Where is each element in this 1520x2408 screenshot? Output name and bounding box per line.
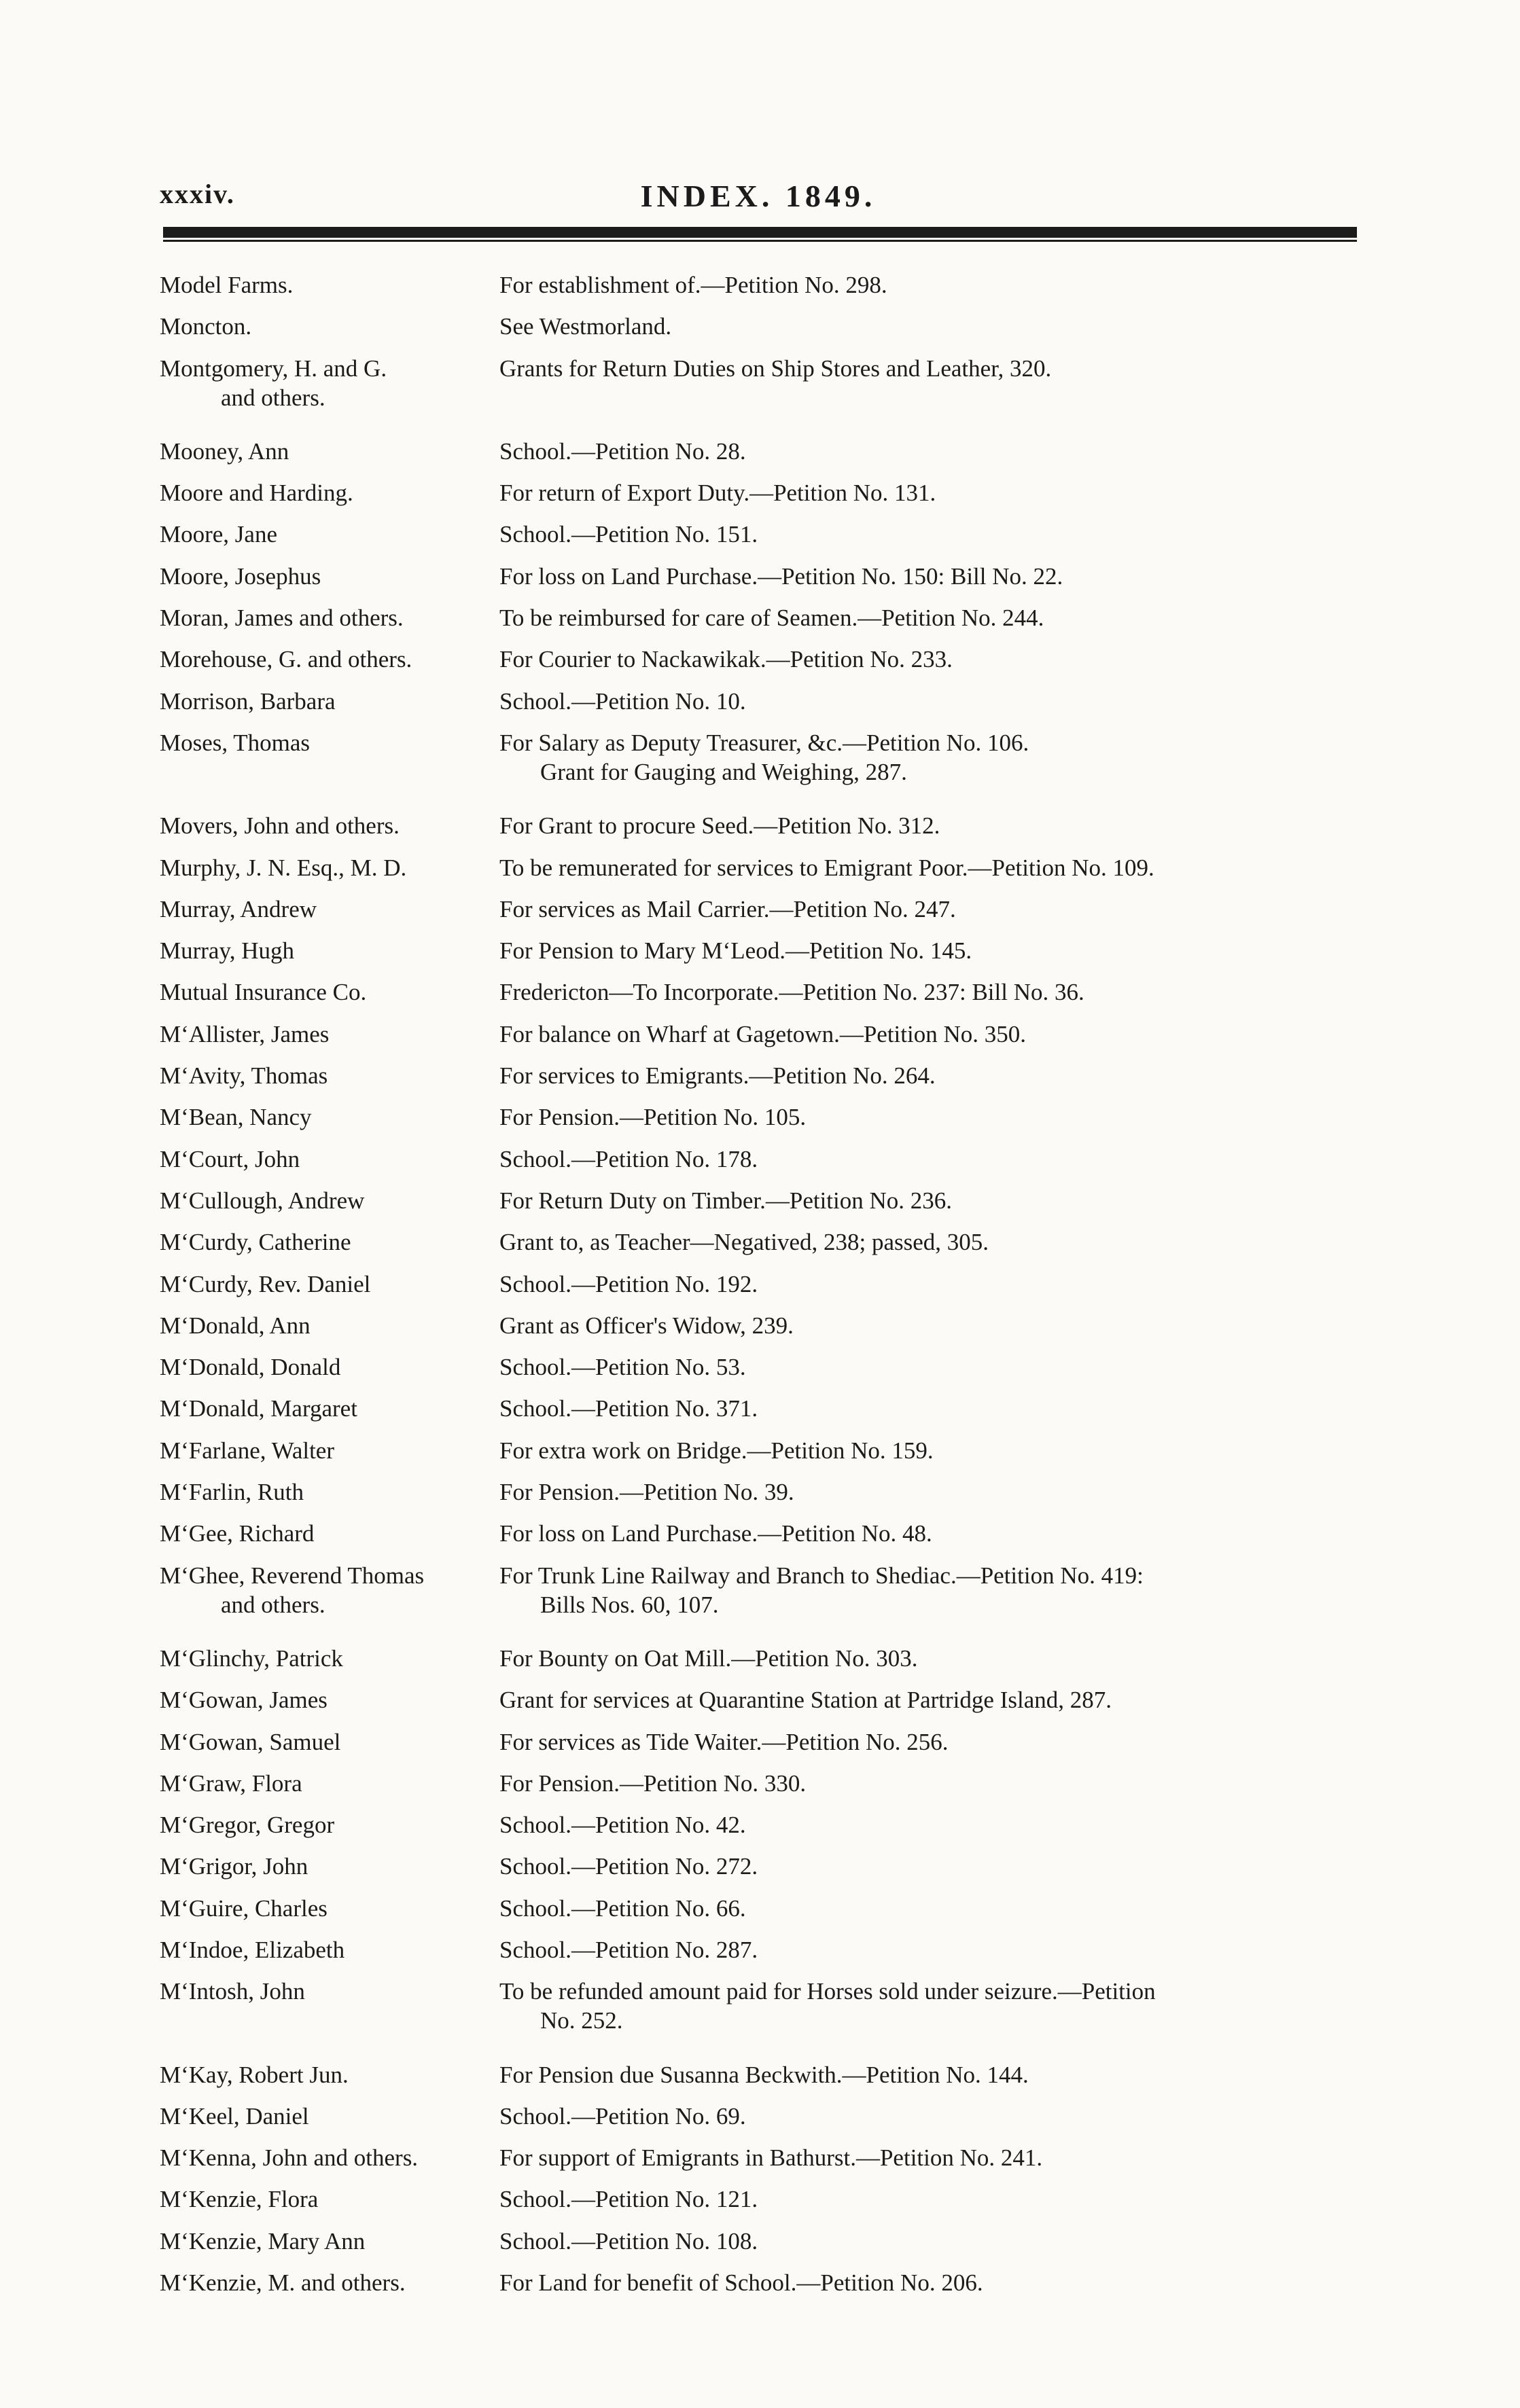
entry-detail [499, 1894, 1376, 1923]
index-entry [160, 645, 1383, 674]
entry-name-continuation: and others. [221, 384, 325, 411]
entry-detail [499, 2185, 1376, 2214]
entry-detail [499, 936, 1376, 965]
entry-name-text: Moore, Josephus [160, 562, 321, 590]
entry-name [160, 1477, 493, 1507]
entry-name [160, 1186, 493, 1215]
entry-detail [499, 1020, 1376, 1049]
entry-detail-text: For Grant to procure Seed.—Petition No. 312. [499, 812, 940, 840]
entry-name [160, 2268, 493, 2297]
entry-name [160, 2185, 493, 2214]
entry-name-text: M‘Bean, Nancy [160, 1104, 312, 1131]
entry-name-text: Moncton. [160, 313, 252, 340]
entry-detail [499, 1935, 1376, 1964]
entry-detail-text: For loss on Land Purchase.—Petition No. 150: Bill No. 22. [499, 562, 1063, 590]
index-entry [160, 853, 1383, 882]
entry-detail-text: For Pension.—Petition No. 105. [499, 1104, 807, 1131]
entry-detail-text: Grants for Return Duties on Ship Stores and Leather, 320. [499, 355, 1052, 382]
entry-name-text: Mutual Insurance Co. [160, 979, 367, 1006]
entry-name-text: M‘Avity, Thomas [160, 1062, 328, 1090]
entry-detail [499, 645, 1376, 674]
entry-detail-text: For Salary as Deputy Treasurer, &c.—Petition No. 106. [499, 729, 1029, 756]
entry-name-text: Morehouse, G. and others. [160, 646, 412, 673]
index-entry [160, 1519, 1383, 1548]
entry-detail-text: School.—Petition No. 178. [499, 1145, 758, 1172]
entry-name [160, 1810, 493, 1839]
index-entry [160, 562, 1383, 591]
entry-name-text: M‘Cullough, Andrew [160, 1187, 365, 1214]
entry-detail-text: School.—Petition No. 10. [499, 687, 746, 715]
entry-name [160, 520, 493, 549]
entry-name [160, 2060, 493, 2089]
index-entry [160, 1311, 1383, 1340]
entry-detail [499, 1270, 1376, 1299]
entry-name-text: M‘Grigor, John [160, 1853, 308, 1880]
entry-name [160, 1644, 493, 1673]
entry-detail-text: School.—Petition No. 272. [499, 1853, 758, 1880]
entry-name [160, 312, 493, 341]
entry-detail-text: For support of Emigrants in Bathurst.—Petition No. 241. [499, 2144, 1043, 2172]
entry-name-text: M‘Curdy, Catherine [160, 1229, 351, 1256]
entry-name [160, 1352, 493, 1382]
entry-name-text: M‘Donald, Margaret [160, 1395, 357, 1422]
entry-name [160, 895, 493, 924]
index-entry [160, 1436, 1383, 1465]
entry-detail-text: For Trunk Line Railway and Branch to Shediac.—Petition No. 419: [499, 1562, 1144, 1589]
entry-name-text: M‘Gowan, Samuel [160, 1728, 341, 1755]
entry-name [160, 2102, 493, 2131]
index-entry [160, 1061, 1383, 1090]
index-entry [160, 2185, 1383, 2214]
entry-detail-text: For balance on Wharf at Gagetown.—Petition No. 350. [499, 1020, 1027, 1047]
entry-name-text: Moran, James and others. [160, 605, 404, 632]
entry-detail-text: For services as Tide Waiter.—Petition No. 256. [499, 1728, 949, 1755]
entry-detail [499, 1145, 1376, 1174]
entry-detail-text: School.—Petition No. 53. [499, 1354, 746, 1381]
entry-detail-text: School.—Petition No. 42. [499, 1812, 746, 1839]
entry-name-text: M‘Kenzie, Mary Ann [160, 2227, 366, 2254]
entry-detail-text: For Pension.—Petition No. 330. [499, 1769, 807, 1797]
entry-detail [499, 2143, 1376, 2172]
entry-name [160, 1977, 493, 2006]
entry-name-text: M‘Gee, Richard [160, 1520, 315, 1547]
index-entry [160, 1769, 1383, 1798]
entry-detail [499, 1810, 1376, 1839]
entry-name-text: Montgomery, H. and G. [160, 355, 387, 382]
entry-detail-text: For Land for benefit of School.—Petition No. 206. [499, 2269, 983, 2297]
entry-name-text: M‘Ghee, Reverend Thomas [160, 1562, 425, 1589]
entry-detail [499, 1685, 1376, 1714]
entry-name-text: M‘Keel, Daniel [160, 2102, 309, 2130]
entry-name-text: M‘Kenzie, M. and others. [160, 2269, 406, 2297]
index-entry [160, 1352, 1383, 1382]
entry-detail-text: Fredericton—To Incorporate.—Petition No. 237: Bill No. 36. [499, 979, 1084, 1006]
entry-name [160, 1519, 493, 1548]
entry-detail [499, 603, 1376, 632]
entry-detail [499, 687, 1376, 716]
entry-detail [499, 1186, 1376, 1215]
entry-name-text: Movers, John and others. [160, 812, 400, 840]
entry-name [160, 1727, 493, 1757]
entry-detail-text: To be reimbursed for care of Seamen.—Petition No. 244. [499, 605, 1044, 632]
index-entry [160, 312, 1383, 341]
entry-detail-continuation: No. 252. [540, 2007, 623, 2034]
entry-name [160, 1227, 493, 1257]
entry-name [160, 478, 493, 507]
entry-name-text: M‘Donald, Ann [160, 1312, 311, 1339]
entry-name-text: M‘Glinchy, Patrick [160, 1645, 343, 1672]
entry-name-text: Moses, Thomas [160, 729, 311, 756]
index-entry [160, 1561, 1383, 1632]
entry-name-text: Murray, Hugh [160, 937, 294, 965]
index-entry [160, 728, 1383, 799]
entry-name-text: Moore, Jane [160, 521, 278, 548]
index-entry [160, 811, 1383, 840]
index-entry [160, 2268, 1383, 2297]
entry-detail [499, 1477, 1376, 1507]
index-entry [160, 1394, 1383, 1423]
entry-name-text: M‘Court, John [160, 1145, 300, 1172]
entry-detail [499, 1061, 1376, 1090]
page-title: INDEX. 1849. [640, 179, 877, 213]
index-entry [160, 1852, 1383, 1881]
entry-name [160, 1935, 493, 1964]
entry-detail [499, 1227, 1376, 1257]
index-entry [160, 2060, 1383, 2089]
index-entries [160, 270, 1383, 2310]
entry-detail [499, 1977, 1376, 2035]
entry-name-continuation: and others. [221, 1591, 325, 1618]
entry-detail-text: School.—Petition No. 28. [499, 437, 746, 465]
index-entry [160, 687, 1383, 716]
entry-detail-text: School.—Petition No. 108. [499, 2227, 758, 2254]
index-entry [160, 1644, 1383, 1673]
entry-name-text: M‘Gowan, James [160, 1687, 328, 1714]
index-entry [160, 437, 1383, 466]
index-entry [160, 270, 1383, 300]
entry-name [160, 1020, 493, 1049]
entry-name [160, 437, 493, 466]
entry-name [160, 1061, 493, 1090]
entry-name-text: M‘Farlane, Walter [160, 1437, 334, 1464]
entry-name [160, 270, 493, 300]
index-entry [160, 1894, 1383, 1923]
index-entry [160, 895, 1383, 924]
index-entry [160, 1227, 1383, 1257]
entry-name-text: M‘Allister, James [160, 1020, 330, 1047]
entry-name [160, 728, 493, 757]
entry-detail-text: For Pension.—Petition No. 39. [499, 1479, 794, 1506]
entry-detail [499, 1561, 1376, 1619]
entry-name [160, 1561, 493, 1619]
entry-detail [499, 977, 1376, 1007]
index-entry [160, 603, 1383, 632]
header-rule-thick [163, 227, 1357, 238]
entry-detail [499, 728, 1376, 787]
entry-name-text: Model Farms. [160, 272, 294, 298]
index-entry [160, 977, 1383, 1007]
entry-name [160, 1394, 493, 1423]
entry-detail [499, 2227, 1376, 2256]
index-entry [160, 1810, 1383, 1839]
entry-detail-text: For extra work on Bridge.—Petition No. 159. [499, 1437, 934, 1464]
entry-name-text: M‘Intosh, John [160, 1978, 305, 2005]
entry-detail-text: School.—Petition No. 151. [499, 521, 758, 548]
entry-detail-text: School.—Petition No. 69. [499, 2102, 746, 2130]
entry-name-text: M‘Farlin, Ruth [160, 1479, 304, 1506]
entry-detail-text: For return of Export Duty.—Petition No. 131. [499, 480, 936, 507]
entry-detail [499, 1519, 1376, 1548]
entry-detail-text: School.—Petition No. 121. [499, 2186, 758, 2213]
entry-detail-text: To be refunded amount paid for Horses sold under seizure.—Petition [499, 1978, 1156, 2005]
entry-detail [499, 562, 1376, 591]
entry-detail [499, 437, 1376, 466]
entry-detail-text: Grant for services at Quarantine Station at Partridge Island, 287. [499, 1687, 1112, 1714]
entry-detail [499, 312, 1376, 341]
index-entry [160, 520, 1383, 549]
entry-name [160, 2227, 493, 2256]
entry-detail [499, 1727, 1376, 1757]
entry-name [160, 687, 493, 716]
entry-name-text: M‘Kay, Robert Jun. [160, 2061, 349, 2088]
entry-detail [499, 853, 1376, 882]
entry-detail [499, 1311, 1376, 1340]
entry-name-text: M‘Donald, Donald [160, 1354, 341, 1381]
entry-name [160, 811, 493, 840]
entry-name-text: M‘Indoe, Elizabeth [160, 1936, 345, 1963]
entry-detail-text: To be remunerated for services to Emigrant Poor.—Petition No. 109. [499, 854, 1154, 881]
index-entry [160, 1270, 1383, 1299]
index-entry [160, 2227, 1383, 2256]
index-entry [160, 1145, 1383, 1174]
entry-name-text: Moore and Harding. [160, 480, 353, 507]
index-entry [160, 1935, 1383, 1964]
entry-detail-text: For Pension to Mary M‘Leod.—Petition No. 145. [499, 937, 972, 965]
entry-detail-text: Grant to, as Teacher—Negatived, 238; passed, 305. [499, 1229, 989, 1256]
entry-detail [499, 478, 1376, 507]
entry-detail [499, 1436, 1376, 1465]
running-head [160, 178, 1357, 219]
entry-name [160, 645, 493, 674]
index-entry [160, 354, 1383, 425]
entry-detail-text: Grant as Officer's Widow, 239. [499, 1312, 794, 1339]
entry-name [160, 1102, 493, 1132]
index-entry [160, 478, 1383, 507]
entry-detail-text: For services as Mail Carrier.—Petition No. 247. [499, 895, 956, 922]
entry-detail-text: School.—Petition No. 66. [499, 1894, 746, 1922]
index-entry [160, 1727, 1383, 1757]
entry-detail [499, 1644, 1376, 1673]
entry-name [160, 1685, 493, 1714]
entry-name-text: M‘Gregor, Gregor [160, 1812, 335, 1839]
entry-detail-text: School.—Petition No. 287. [499, 1936, 758, 1963]
index-entry [160, 1977, 1383, 2047]
entry-name-text: M‘Curdy, Rev. Daniel [160, 1270, 371, 1297]
index-entry [160, 1186, 1383, 1215]
entry-name [160, 1145, 493, 1174]
index-entry [160, 2102, 1383, 2131]
entry-detail [499, 895, 1376, 924]
entry-detail [499, 1394, 1376, 1423]
entry-name-text: Murray, Andrew [160, 895, 317, 922]
entry-detail-text: For Courier to Nackawikak.—Petition No. 233. [499, 646, 953, 673]
entry-name-text: M‘Graw, Flora [160, 1769, 302, 1797]
entry-detail-text: School.—Petition No. 192. [499, 1270, 758, 1297]
entry-detail [499, 354, 1376, 383]
entry-name [160, 1769, 493, 1798]
index-entry [160, 1685, 1383, 1714]
entry-name [160, 936, 493, 965]
entry-detail-text: For Return Duty on Timber.—Petition No. 236. [499, 1187, 953, 1214]
index-entry [160, 1477, 1383, 1507]
entry-detail-text: For Pension due Susanna Beckwith.—Petition No. 144. [499, 2061, 1029, 2088]
entry-detail [499, 1852, 1376, 1881]
entry-name [160, 1894, 493, 1923]
index-entry [160, 1102, 1383, 1132]
index-entry [160, 1020, 1383, 1049]
entry-detail-text: For Bounty on Oat Mill.—Petition No. 303. [499, 1645, 918, 1672]
index-entry [160, 2143, 1383, 2172]
entry-name [160, 2143, 493, 2172]
entry-detail [499, 2102, 1376, 2131]
entry-name [160, 1852, 493, 1881]
entry-detail [499, 1102, 1376, 1132]
entry-detail-text: School.—Petition No. 371. [499, 1395, 758, 1422]
entry-name [160, 562, 493, 591]
entry-name-text: Morrison, Barbara [160, 687, 336, 715]
entry-name [160, 603, 493, 632]
entry-detail-text: See Westmorland. [499, 313, 672, 340]
entry-detail-text: For services to Emigrants.—Petition No. 264. [499, 1062, 936, 1090]
entry-name-text: M‘Kenzie, Flora [160, 2186, 319, 2213]
header-rule-thin [163, 240, 1357, 242]
entry-detail-continuation: Grant for Gauging and Weighing, 287. [540, 758, 907, 785]
entry-name [160, 977, 493, 1007]
entry-detail [499, 520, 1376, 549]
entry-name-text: Mooney, Ann [160, 437, 289, 465]
entry-name [160, 1436, 493, 1465]
entry-name [160, 1270, 493, 1299]
entry-detail [499, 1769, 1376, 1798]
entry-detail-continuation: Bills Nos. 60, 107. [540, 1591, 719, 1618]
entry-detail [499, 1352, 1376, 1382]
index-entry [160, 936, 1383, 965]
entry-name [160, 1311, 493, 1340]
entry-name-text: M‘Guire, Charles [160, 1894, 328, 1922]
entry-name [160, 354, 493, 412]
entry-detail [499, 2268, 1376, 2297]
entry-detail-text: For establishment of.—Petition No. 298. [499, 272, 887, 298]
entry-name-text: M‘Kenna, John and others. [160, 2144, 419, 2172]
entry-detail [499, 811, 1376, 840]
entry-detail [499, 270, 1376, 300]
entry-detail-text: For loss on Land Purchase.—Petition No. 48. [499, 1520, 932, 1547]
entry-name [160, 853, 493, 882]
page-folio: xxxiv. [160, 179, 235, 209]
entry-detail [499, 2060, 1376, 2089]
entry-name-text: Murphy, J. N. Esq., M. D. [160, 854, 407, 881]
